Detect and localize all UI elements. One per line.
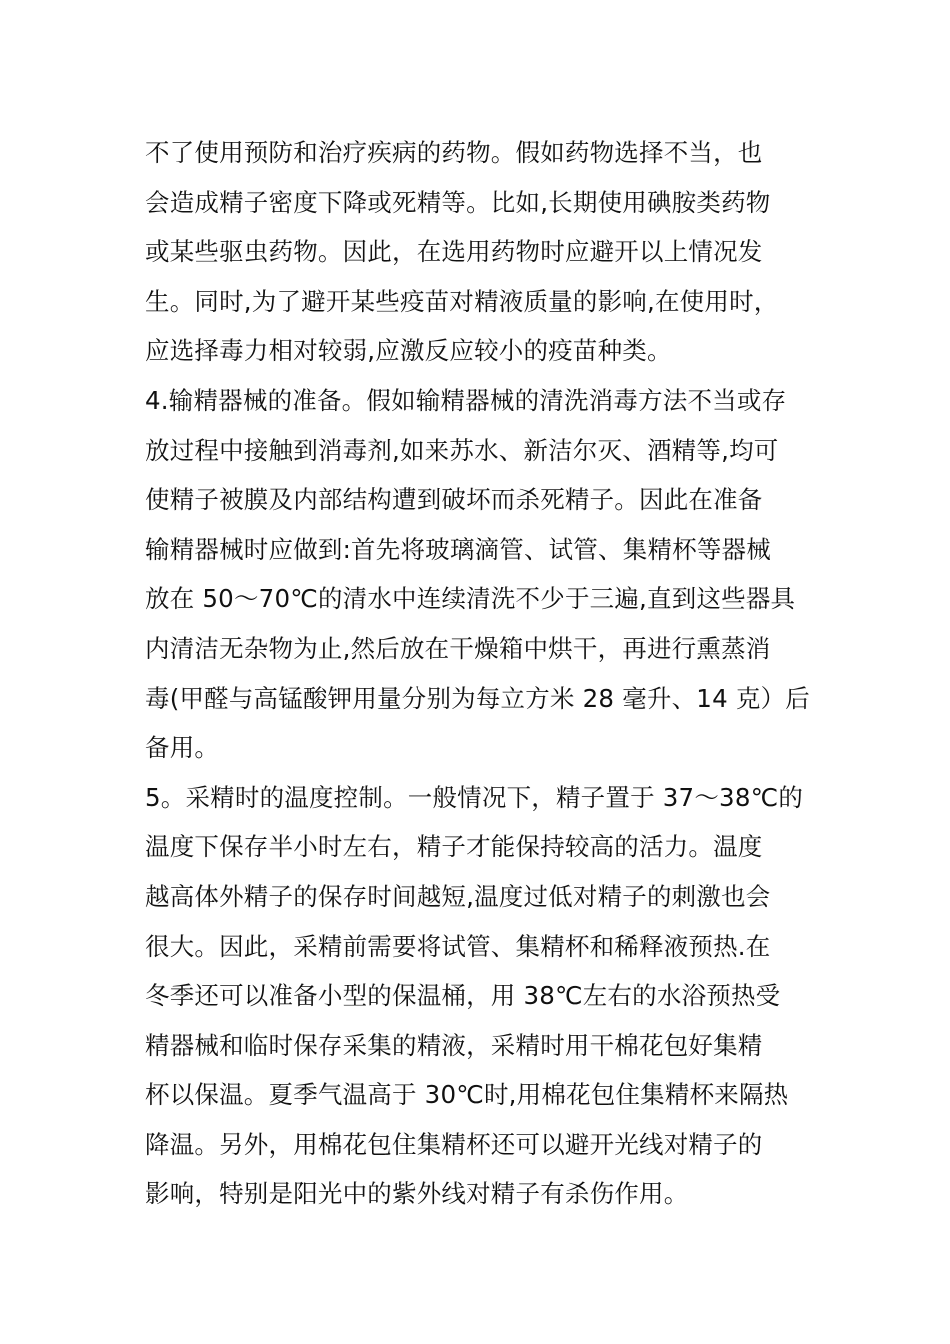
text-line: 生。同时,为了避开某些疫苗对精液质量的影响,在使用时， [145, 286, 779, 316]
text-line: 不了使用预防和治疗疾病的药物。假如药物选择不当，也 [145, 138, 763, 167]
text-line: 毒(甲醛与高锰酸钾用量分别为每立方米 28 毫升、14 克）后 [145, 683, 810, 713]
text-line: 放在 50～70℃的清水中连续清洗不少于三遍,直到这些器具 [145, 584, 796, 614]
text-line: 备用。 [145, 733, 220, 763]
text-line: 越高体外精子的保存时间越短,温度过低对精子的刺激也会 [145, 881, 771, 911]
text-line: 冬季还可以准备小型的保温桶，用 38℃左右的水浴预热受 [145, 981, 781, 1011]
text-line: 温度下保存半小时左右，精子才能保持较高的活力。温度 [145, 832, 763, 862]
text-line: 4.输精器械的准备。假如输精器械的清洗消毒方法不当或存 [145, 385, 787, 415]
text-line: 应选择毒力相对较弱,应激反应较小的疫苗种类。 [145, 336, 672, 366]
text-line: 影响，特别是阳光中的紫外线对精子有杀伤作用。 [145, 1179, 689, 1209]
text-line: 精器械和临时保存采集的精液，采精时用干棉花包好集精 [145, 1030, 763, 1060]
text-line: 5。采精时的温度控制。一般情况下，精子置于 37～38℃的 [145, 782, 804, 812]
text-line: 内清洁无杂物为止,然后放在干燥箱中烘干，再进行熏蒸消 [145, 633, 771, 663]
text-line: 杯以保温。夏季气温高于 30℃时,用棉花包住集精杯来隔热 [145, 1080, 789, 1110]
body-text [145, 128, 825, 1219]
text-line: 放过程中接触到消毒剂,如来苏水、新洁尔灭、酒精等,均可 [145, 435, 779, 465]
text-line: 会造成精子密度下降或死精等。比如,长期使用碘胺类药物 [145, 187, 771, 217]
text-line: 降温。另外，用棉花包住集精杯还可以避开光线对精子的 [145, 1129, 763, 1159]
text-line: 输精器械时应做到:首先将玻璃滴管、试管、集精杯等器械 [145, 534, 771, 564]
text-line: 或某些驱虫药物。因此，在选用药物时应避开以上情况发 [145, 237, 763, 267]
text-line: 使精子被膜及内部结构遭到破坏而杀死精子。因此在准备 [145, 485, 763, 515]
text-line: 很大。因此，采精前需要将试管、集精杯和稀释液预热.在 [145, 931, 771, 961]
